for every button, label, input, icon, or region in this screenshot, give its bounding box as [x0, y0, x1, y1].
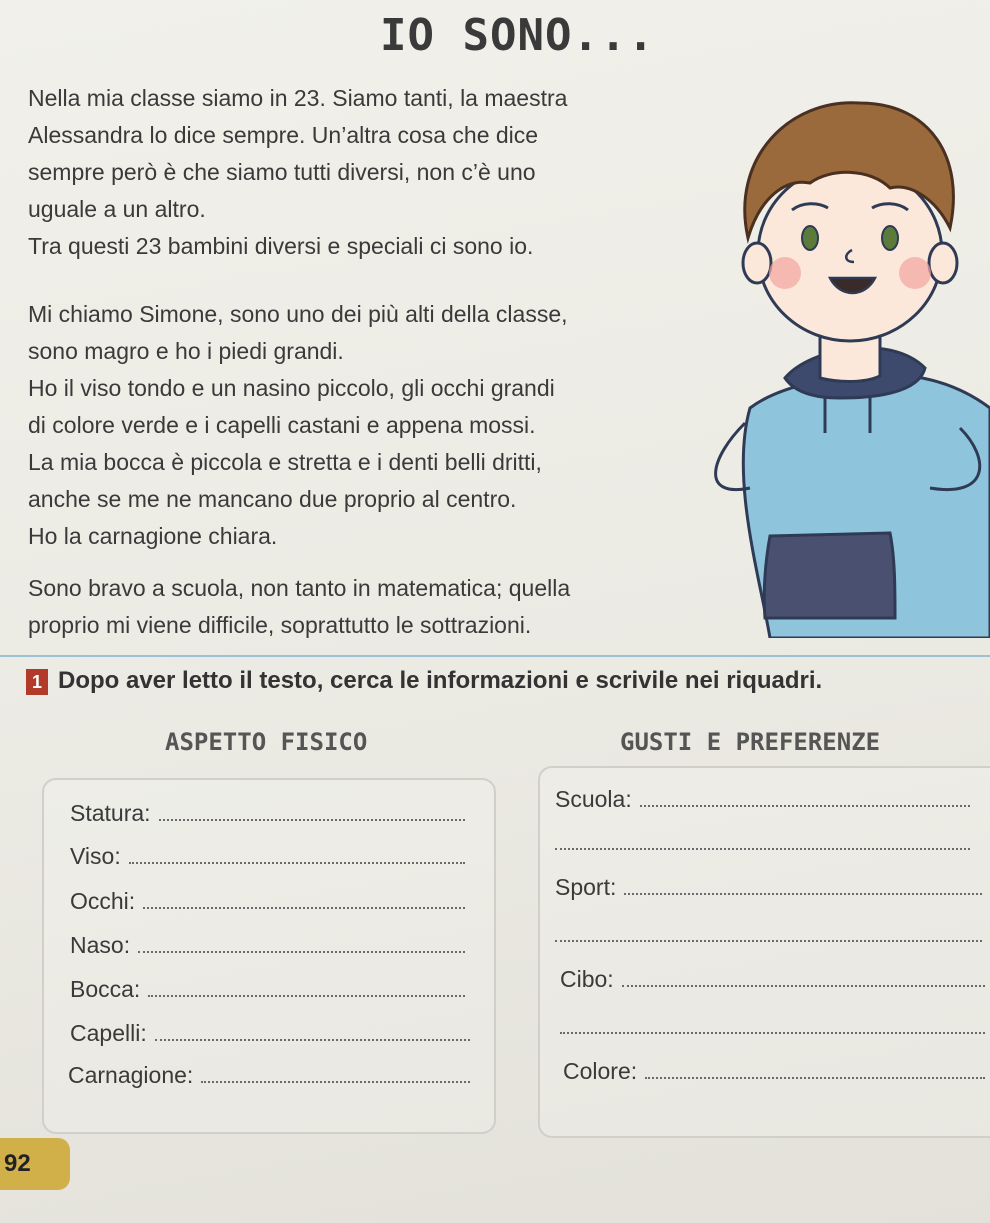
field-statura[interactable] — [70, 800, 465, 827]
answer-line[interactable] — [555, 848, 970, 850]
answer-line[interactable] — [138, 951, 465, 953]
field-label: Colore: — [563, 1058, 638, 1084]
answer-line[interactable] — [560, 1032, 985, 1034]
field-cibo-extra[interactable] — [560, 1014, 985, 1034]
field-bocca[interactable] — [70, 976, 465, 1003]
field-label: Sport: — [555, 874, 617, 900]
field-colore[interactable] — [563, 1058, 985, 1085]
field-sport-extra[interactable] — [555, 922, 982, 942]
physical-appearance-heading: ASPETTO FISICO — [165, 728, 368, 756]
text-line: Nella mia classe siamo in 23. Siamo tanti, la maestra — [28, 85, 568, 111]
page-number-tab — [0, 1138, 70, 1190]
section-divider — [0, 655, 990, 657]
field-label: Bocca: — [70, 976, 141, 1002]
answer-line[interactable] — [555, 940, 982, 942]
description-paragraph — [28, 296, 568, 555]
exercise-instruction — [26, 667, 822, 695]
text-line: Tra questi 23 bambini diversi e speciali ci sono io. — [28, 233, 534, 259]
answer-line[interactable] — [155, 1039, 470, 1041]
answer-line[interactable] — [640, 805, 970, 807]
field-sport[interactable] — [555, 874, 982, 901]
field-viso[interactable] — [70, 843, 465, 870]
answer-line[interactable] — [622, 985, 985, 987]
exercise-number-badge: 1 — [26, 669, 48, 695]
answer-line[interactable] — [148, 995, 465, 997]
field-label: Carnagione: — [68, 1062, 194, 1088]
text-line: Ho la carnagione chiara. — [28, 523, 278, 549]
field-label: Viso: — [70, 843, 121, 869]
field-label: Naso: — [70, 932, 131, 958]
field-naso[interactable] — [70, 932, 465, 959]
field-cibo[interactable] — [560, 966, 985, 993]
field-label: Statura: — [70, 800, 151, 826]
answer-line[interactable] — [159, 819, 465, 821]
page-number: 92 — [4, 1150, 31, 1177]
instruction-text: Dopo aver letto il testo, cerca le informazioni e scrivile nei riquadri. — [58, 667, 823, 694]
boy-illustration — [690, 78, 990, 638]
field-scuola-extra[interactable] — [555, 830, 970, 850]
field-label: Scuola: — [555, 786, 632, 812]
text-line: Ho il viso tondo e un nasino piccolo, gli occhi grandi — [28, 375, 555, 401]
field-carnagione[interactable] — [68, 1062, 470, 1089]
intro-paragraph — [28, 80, 567, 265]
text-line: sono magro e ho i piedi grandi. — [28, 338, 344, 364]
answer-line[interactable] — [645, 1077, 985, 1079]
text-line: uguale a un altro. — [28, 196, 206, 222]
field-label: Occhi: — [70, 888, 136, 914]
field-scuola[interactable] — [555, 786, 970, 813]
text-line: Mi chiamo Simone, sono uno dei più alti della classe, — [28, 301, 568, 327]
tastes-preferences-heading: GUSTI E PREFERENZE — [620, 728, 881, 756]
text-line: Alessandra lo dice sempre. Un’altra cosa che dice — [28, 122, 539, 148]
answer-line[interactable] — [624, 893, 982, 895]
field-label: Cibo: — [560, 966, 614, 992]
text-line: anche se me ne mancano due proprio al centro. — [28, 486, 517, 512]
text-line: Sono bravo a scuola, non tanto in matematica; quella — [28, 575, 571, 601]
page-title: IO SONO... — [380, 10, 655, 61]
answer-line[interactable] — [143, 907, 465, 909]
field-occhi[interactable] — [70, 888, 465, 915]
field-capelli[interactable] — [70, 1020, 470, 1047]
text-line: sempre però è che siamo tutti diversi, non c’è uno — [28, 159, 536, 185]
answer-line[interactable] — [201, 1081, 470, 1083]
text-line: proprio mi viene difficile, soprattutto le sottrazioni. — [28, 612, 532, 638]
text-line: La mia bocca è piccola e stretta e i denti belli dritti, — [28, 449, 542, 475]
answer-line[interactable] — [129, 862, 465, 864]
field-label: Capelli: — [70, 1020, 147, 1046]
school-paragraph — [28, 570, 570, 644]
text-line: di colore verde e i capelli castani e appena mossi. — [28, 412, 536, 438]
